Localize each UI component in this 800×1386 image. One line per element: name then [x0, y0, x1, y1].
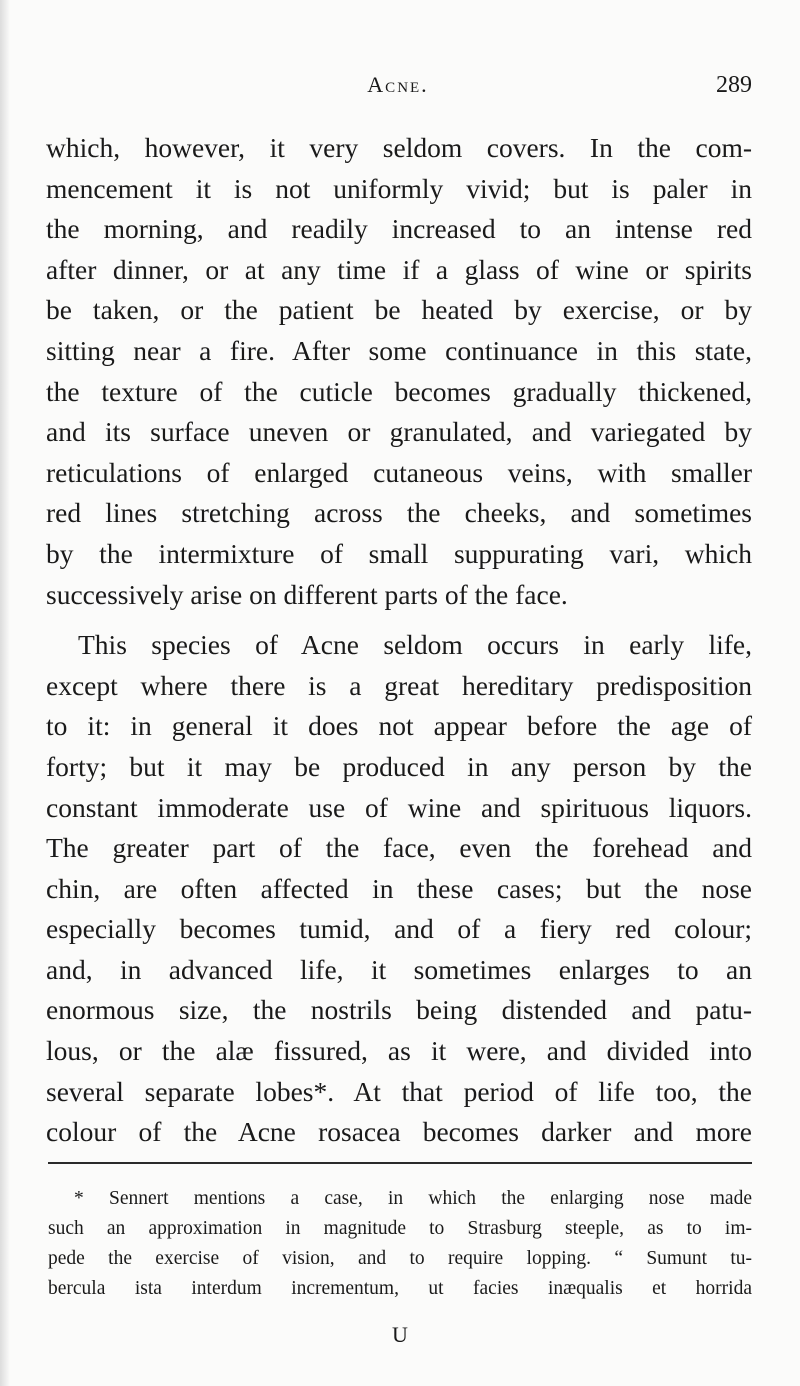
text-line: The greater part of the face, even the forehead and	[46, 832, 752, 864]
page-number: 289	[716, 72, 752, 98]
text-line: successively arise on different parts of the face.	[46, 578, 568, 610]
running-head	[44, 72, 752, 106]
footnote-rule	[48, 1162, 752, 1164]
text-line: enormous size, the nostrils being distended and patu-	[46, 994, 752, 1026]
text-line: colour of the Acne rosacea becomes darker and more	[46, 1116, 752, 1148]
text-line: constant immoderate use of wine and spirituous liquors.	[46, 791, 752, 823]
body-text	[46, 128, 752, 1153]
footnote-line: * Sennert mentions a case, in which the enlarging nose made	[74, 1188, 752, 1209]
text-line: several separate lobes*. At that period of life too, the	[46, 1075, 752, 1107]
text-line: lous, or the alæ fissured, as it were, and divided into	[46, 1035, 752, 1067]
footnote-line: pede the exercise of vision, and to require lopping. “ Sumunt tu-	[48, 1248, 752, 1269]
text-line: by the intermixture of small suppurating vari, which	[46, 537, 752, 569]
text-line: especially becomes tumid, and of a fiery red colour;	[46, 913, 752, 945]
signature-mark: U	[392, 1322, 408, 1347]
text-line: This species of Acne seldom occurs in early life,	[78, 629, 752, 661]
footnote	[48, 1184, 752, 1304]
text-line: and, in advanced life, it sometimes enlarges to an	[46, 953, 752, 985]
text-line: mencement it is not uniformly vivid; but is paler in	[46, 172, 752, 204]
paragraph-2	[46, 625, 752, 1153]
text-line: be taken, or the patient be heated by exercise, or by	[46, 294, 752, 326]
text-line: to it: in general it does not appear before the age of	[46, 710, 752, 742]
text-line: reticulations of enlarged cutaneous veins, with smaller	[46, 456, 752, 488]
text-line: chin, are often affected in these cases; but the nose	[46, 872, 752, 904]
text-line: red lines stretching across the cheeks, and sometimes	[46, 497, 752, 529]
text-line: which, however, it very seldom covers. In the com-	[46, 132, 752, 163]
footnote-line: bercula ista interdum incrementum, ut facies inæqualis et horrida	[48, 1278, 752, 1299]
footnote-line: such an approximation in magnitude to Strasburg steeple, as to im-	[48, 1218, 752, 1239]
text-line: the morning, and readily increased to an intense red	[46, 213, 752, 245]
text-line: the texture of the cuticle becomes gradually thickened,	[46, 375, 752, 407]
text-line: after dinner, or at any time if a glass of wine or spirits	[46, 253, 752, 285]
text-line: except where there is a great hereditary predisposition	[46, 669, 752, 701]
running-title: Acne.	[367, 72, 429, 97]
text-line: sitting near a fire. After some continuance in this state,	[46, 334, 752, 366]
text-line: forty; but it may be produced in any person by the	[46, 750, 752, 782]
text-line: and its surface uneven or granulated, and variegated by	[46, 416, 752, 448]
paragraph-gap	[46, 615, 752, 625]
paragraph-1	[46, 128, 752, 615]
